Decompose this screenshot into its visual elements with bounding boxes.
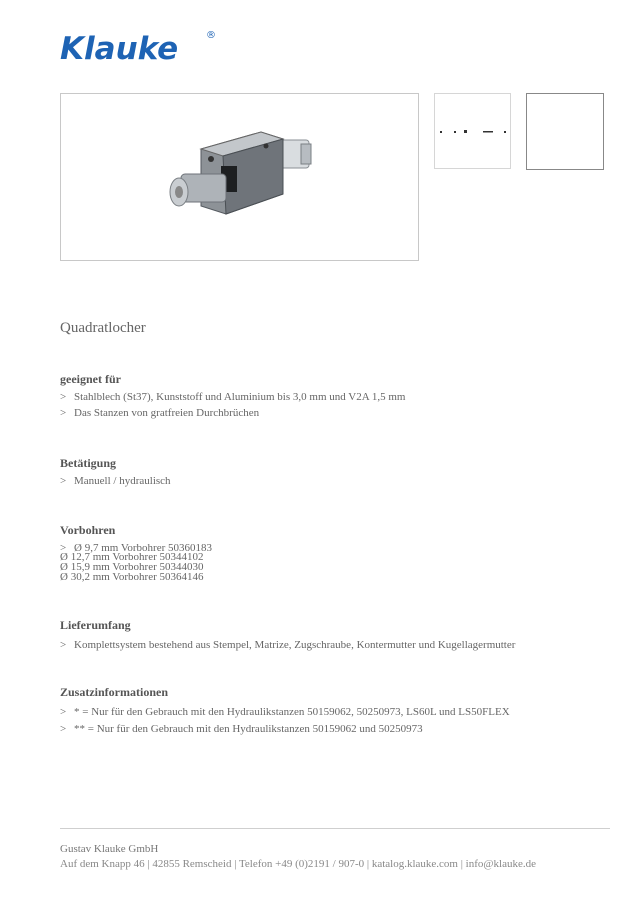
heading-geeignet: geeignet für [60,372,121,386]
footer-address: Auf dem Knapp 46 | 42855 Remscheid | Telefon +49 (0)2191 / 907-0 | katalog.klauke.com | info@klauke.de [60,858,536,870]
list-item-text: Das Stanzen von gratfreien Durchbrüchen [74,407,260,419]
drill-line: Ø 15,9 mm Vorbohrer 50344030 [60,561,204,573]
svg-text:Klauke: Klauke [60,31,179,67]
klauke-logo [60,28,220,68]
dimension-drawing-thumbnail[interactable] [434,93,511,169]
list-item-text: ** = Nur für den Gebrauch mit den Hydraulikstanzen 50159062 und 50250973 [74,723,423,735]
footer-divider [60,828,610,829]
list-item-text: Manuell / hydraulisch [74,475,171,487]
bullet-mark: > [60,706,67,718]
registered-mark: ® [206,30,216,41]
list-item [60,723,423,735]
list-item-text: Komplettsystem bestehend aus Stempel, Matrize, Zugschraube, Kontermutter und Kugellagermutter [74,639,516,651]
drill-line: Ø 12,7 mm Vorbohrer 50344102 [60,551,204,563]
list-item [60,475,171,487]
bullet-mark: > [60,391,67,403]
bullet-mark: > [60,723,67,735]
heading-lieferumfang: Lieferumfang [60,618,131,632]
heading-zusatz: Zusatzinformationen [60,685,168,699]
klauke-wordmark [60,28,210,68]
bullet-mark: > [60,407,67,419]
bullet-mark: > [60,542,67,554]
heading-betaetigung: Betätigung [60,456,117,470]
list-item-text: Stahlblech (St37), Kunststoff und Aluminium bis 3,0 mm und V2A 1,5 mm [74,391,406,403]
heading-vorbohren: Vorbohren [60,523,116,537]
product-image [60,93,419,261]
drill-line: Ø 30,2 mm Vorbohrer 50364146 [60,571,204,583]
product-title: Quadratlocher [60,320,146,336]
bullet-mark: > [60,475,67,487]
list-item [60,639,515,651]
empty-thumbnail[interactable] [526,93,604,170]
list-item-text: * = Nur für den Gebrauch mit den Hydraulikstanzen 50159062, 50250973, LS60L und LS50FLEX [74,706,510,718]
list-item [60,706,510,718]
list-item-text: Ø 9,7 mm Vorbohrer 50360183 [74,542,213,554]
list-item [60,407,259,419]
footer-company: Gustav Klauke GmbH [60,843,159,855]
list-item [60,391,405,403]
bullet-mark: > [60,639,67,651]
